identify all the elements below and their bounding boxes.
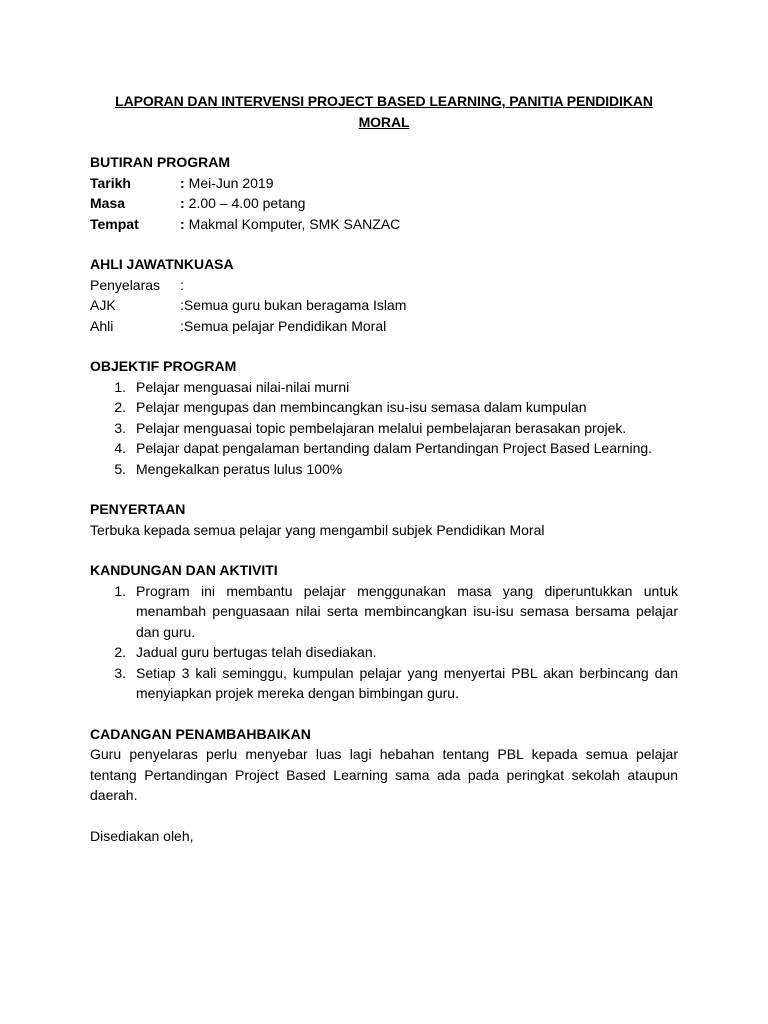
- section-ahli-jawatankuasa: [90, 254, 678, 336]
- section-heading: BUTIRAN PROGRAM: [90, 154, 230, 170]
- list-item: [90, 459, 678, 480]
- section-kandungan-aktiviti: [90, 560, 678, 704]
- list-item: [90, 418, 678, 439]
- section-heading: AHLI JAWATNKUASA: [90, 256, 234, 272]
- detail-value: Makmal Komputer, SMK SANZAC: [188, 215, 401, 232]
- committee-key: Ahli: [90, 317, 114, 334]
- objective-list: [90, 377, 678, 480]
- section-heading: CADANGAN PENAMBAHBAIKAN: [90, 725, 311, 742]
- list-item: [90, 663, 678, 704]
- committee-separator: :: [180, 317, 184, 334]
- list-item: [90, 377, 678, 398]
- document-title: LAPORAN DAN INTERVENSI PROJECT BASED LEARNING, PANITIA PENDIDIKAN MORAL: [115, 93, 653, 130]
- list-item-text: Pelajar menguasai nilai-nilai murni: [136, 378, 350, 395]
- section-objektif-program: [90, 356, 678, 479]
- section-heading: OBJEKTIF PROGRAM: [90, 358, 237, 374]
- list-item-number: 4.: [114, 440, 126, 456]
- list-item-number: 3.: [114, 664, 126, 681]
- detail-value: 2.00 – 4.00 petang: [188, 195, 306, 211]
- committee-value: Semua pelajar Pendidikan Moral: [183, 317, 387, 334]
- list-item-text: Pelajar dapat pengalaman bertanding dalam Pertandingan Project Based Learning.: [136, 440, 653, 456]
- list-item: [90, 397, 678, 418]
- document-content: [90, 91, 678, 846]
- closing-line: Disediakan oleh,: [90, 827, 194, 844]
- section-heading: KANDUNGAN DAN AKTIVITI: [90, 562, 278, 578]
- list-item-number: 3.: [114, 419, 126, 436]
- list-item: [90, 438, 678, 459]
- section-butiran-program: [90, 152, 678, 234]
- detail-row-masa: [90, 193, 678, 214]
- list-item-text: Pelajar menguasai topic pembelajaran melalui pembelajaran berasakan projek.: [136, 419, 627, 436]
- committee-row-ahli: [90, 316, 678, 337]
- list-item: [90, 642, 678, 663]
- list-item-number: 2.: [114, 644, 126, 660]
- section-cadangan-penambahbaikan: [90, 724, 678, 806]
- list-item-number: 1.: [114, 378, 126, 395]
- section-paragraph: Terbuka kepada semua pelajar yang mengambil subjek Pendidikan Moral: [90, 521, 545, 538]
- detail-separator: :: [180, 174, 185, 191]
- detail-row-tarikh: [90, 173, 678, 194]
- committee-key: AJK: [90, 297, 116, 313]
- list-item-text: Program ini membantu pelajar menggunakan masa yang diperuntukkan untuk menambah penguasaan nilai serta membincangkan isu-isu semasa bersama pelajar dan guru.: [136, 582, 678, 640]
- list-item-number: 2.: [114, 399, 126, 415]
- section-paragraph: Guru penyelaras perlu menyebar luas lagi hebahan tentang PBL kepada semua pelajar tentang Pertandingan Project Based Learning sama ada pada peringkat sekolah ataupun daerah.: [90, 746, 678, 803]
- detail-row-tempat: [90, 214, 678, 235]
- activity-list: [90, 581, 678, 704]
- committee-row-ajk: [90, 295, 678, 316]
- detail-key: Masa: [90, 195, 126, 211]
- detail-value: Mei-Jun 2019: [188, 174, 274, 191]
- list-item: [90, 581, 678, 643]
- list-item-text: Pelajar mengupas dan membincangkan isu-isu semasa dalam kumpulan: [136, 399, 587, 415]
- detail-key: Tarikh: [90, 174, 131, 191]
- detail-separator: :: [180, 215, 185, 232]
- committee-separator: :: [180, 297, 184, 313]
- list-item-text: Jadual guru bertugas telah disediakan.: [136, 644, 377, 660]
- list-item-text: Mengekalkan peratus lulus 100%: [136, 460, 343, 477]
- detail-separator: :: [180, 195, 185, 211]
- detail-key: Tempat: [90, 215, 139, 232]
- list-item-text: Setiap 3 kali seminggu, kumpulan pelajar yang menyertai PBL akan berbincang dan menyiapkan projek mereka dengan bimbingan guru.: [136, 664, 678, 701]
- list-item-number: 1.: [114, 582, 126, 599]
- committee-value: Semua guru bukan beragama Islam: [183, 297, 407, 313]
- list-item-number: 5.: [114, 460, 126, 477]
- committee-separator: :: [180, 276, 184, 293]
- section-heading: PENYERTAAN: [90, 501, 186, 517]
- section-penyertaan: [90, 499, 678, 540]
- committee-row-penyelaras: [90, 275, 678, 296]
- committee-key: Penyelaras: [90, 276, 161, 293]
